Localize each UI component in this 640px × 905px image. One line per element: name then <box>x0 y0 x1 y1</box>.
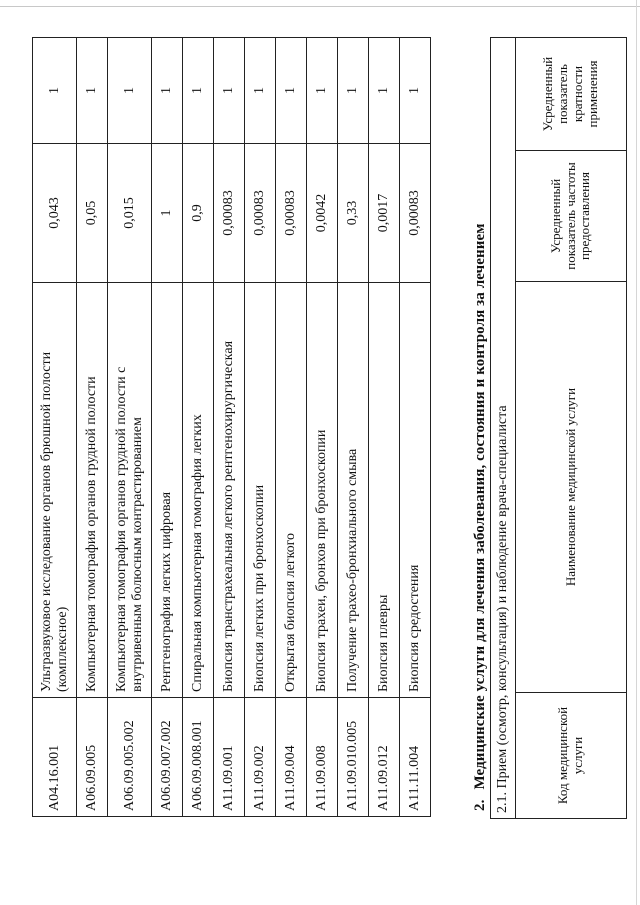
service-frequency: 0,00083 <box>400 144 431 283</box>
service-multiplicity: 1 <box>33 38 77 144</box>
subsection-title: 2.1. Прием (осмотр, консультация) и наблюдение врача-специалиста <box>491 38 516 819</box>
service-code: A11.11.004 <box>400 698 431 817</box>
table-row <box>183 38 214 817</box>
service-name: Биопсия трахеи, бронхов при бронхоскопии <box>307 283 338 698</box>
service-multiplicity: 1 <box>77 38 108 144</box>
service-code: A11.09.012 <box>369 698 400 817</box>
column-header-code: Код медицинской услуги <box>516 693 627 819</box>
service-multiplicity: 1 <box>108 38 152 144</box>
section-number: 2. <box>472 799 488 811</box>
service-frequency: 0,015 <box>108 144 152 283</box>
service-code: A11.09.001 <box>214 698 245 817</box>
service-code: A06.09.005 <box>77 698 108 817</box>
service-name: Биопсия легких при бронхоскопии <box>245 283 276 698</box>
service-name: Ультразвуковое исследование органов брюшной полости (комплексное) <box>33 283 77 698</box>
service-name: Биопсия транстрахеальная легкого рентгенохирургическая <box>214 283 245 698</box>
column-header-name: Наименование медицинской услуги <box>516 282 627 693</box>
service-code: A11.09.008 <box>307 698 338 817</box>
table-row <box>245 38 276 817</box>
service-code: A11.09.010.005 <box>338 698 369 817</box>
service-multiplicity: 1 <box>183 38 214 144</box>
section-title-text: Медицинские услуги для лечения заболевания, состояния и контроля за лечением <box>472 223 488 790</box>
services-table <box>32 37 431 817</box>
section-heading <box>472 223 489 811</box>
service-code: A06.09.008.001 <box>183 698 214 817</box>
service-name: Получение трахео-бронхиального смыва <box>338 283 369 698</box>
subsection-table <box>490 37 627 819</box>
service-code: A11.09.002 <box>245 698 276 817</box>
service-frequency: 1 <box>152 144 183 283</box>
table-row <box>108 38 152 817</box>
service-multiplicity: 1 <box>152 38 183 144</box>
table-row <box>369 38 400 817</box>
service-multiplicity: 1 <box>245 38 276 144</box>
service-code: A11.09.004 <box>276 698 307 817</box>
service-frequency: 0,00083 <box>214 144 245 283</box>
service-multiplicity: 1 <box>214 38 245 144</box>
service-name: Биопсия средостения <box>400 283 431 698</box>
service-code: A06.09.007.002 <box>152 698 183 817</box>
column-header-frequency: Усредненный показатель частоты предоставления <box>516 151 627 282</box>
service-frequency: 0,05 <box>77 144 108 283</box>
table-row <box>307 38 338 817</box>
services-table-body <box>33 38 431 817</box>
column-header-multiplicity: Усредненный показатель кратности применения <box>516 38 627 151</box>
table-row <box>400 38 431 817</box>
service-name: Биопсия плевры <box>369 283 400 698</box>
service-frequency: 0,33 <box>338 144 369 283</box>
service-frequency: 0,9 <box>183 144 214 283</box>
service-multiplicity: 1 <box>307 38 338 144</box>
service-name: Спиральная компьютерная томография легких <box>183 283 214 698</box>
service-name: Компьютерная томография органов грудной полости <box>77 283 108 698</box>
table-row <box>276 38 307 817</box>
service-name: Компьютерная томография органов грудной полости с внутривенным болюсным контрастированием <box>108 283 152 698</box>
service-multiplicity: 1 <box>338 38 369 144</box>
service-frequency: 0,0042 <box>307 144 338 283</box>
table-row <box>214 38 245 817</box>
service-name: Открытая биопсия легкого <box>276 283 307 698</box>
service-frequency: 0,00083 <box>245 144 276 283</box>
service-multiplicity: 1 <box>400 38 431 144</box>
table-row <box>33 38 77 817</box>
service-code: A06.09.005.002 <box>108 698 152 817</box>
service-multiplicity: 1 <box>369 38 400 144</box>
table-row <box>77 38 108 817</box>
service-name: Рентгенография легких цифровая <box>152 283 183 698</box>
service-frequency: 0,043 <box>33 144 77 283</box>
service-frequency: 0,00083 <box>276 144 307 283</box>
table-row <box>338 38 369 817</box>
table-row <box>152 38 183 817</box>
service-code: A04.16.001 <box>33 698 77 817</box>
service-multiplicity: 1 <box>276 38 307 144</box>
service-frequency: 0,0017 <box>369 144 400 283</box>
table-header-row <box>516 38 627 819</box>
